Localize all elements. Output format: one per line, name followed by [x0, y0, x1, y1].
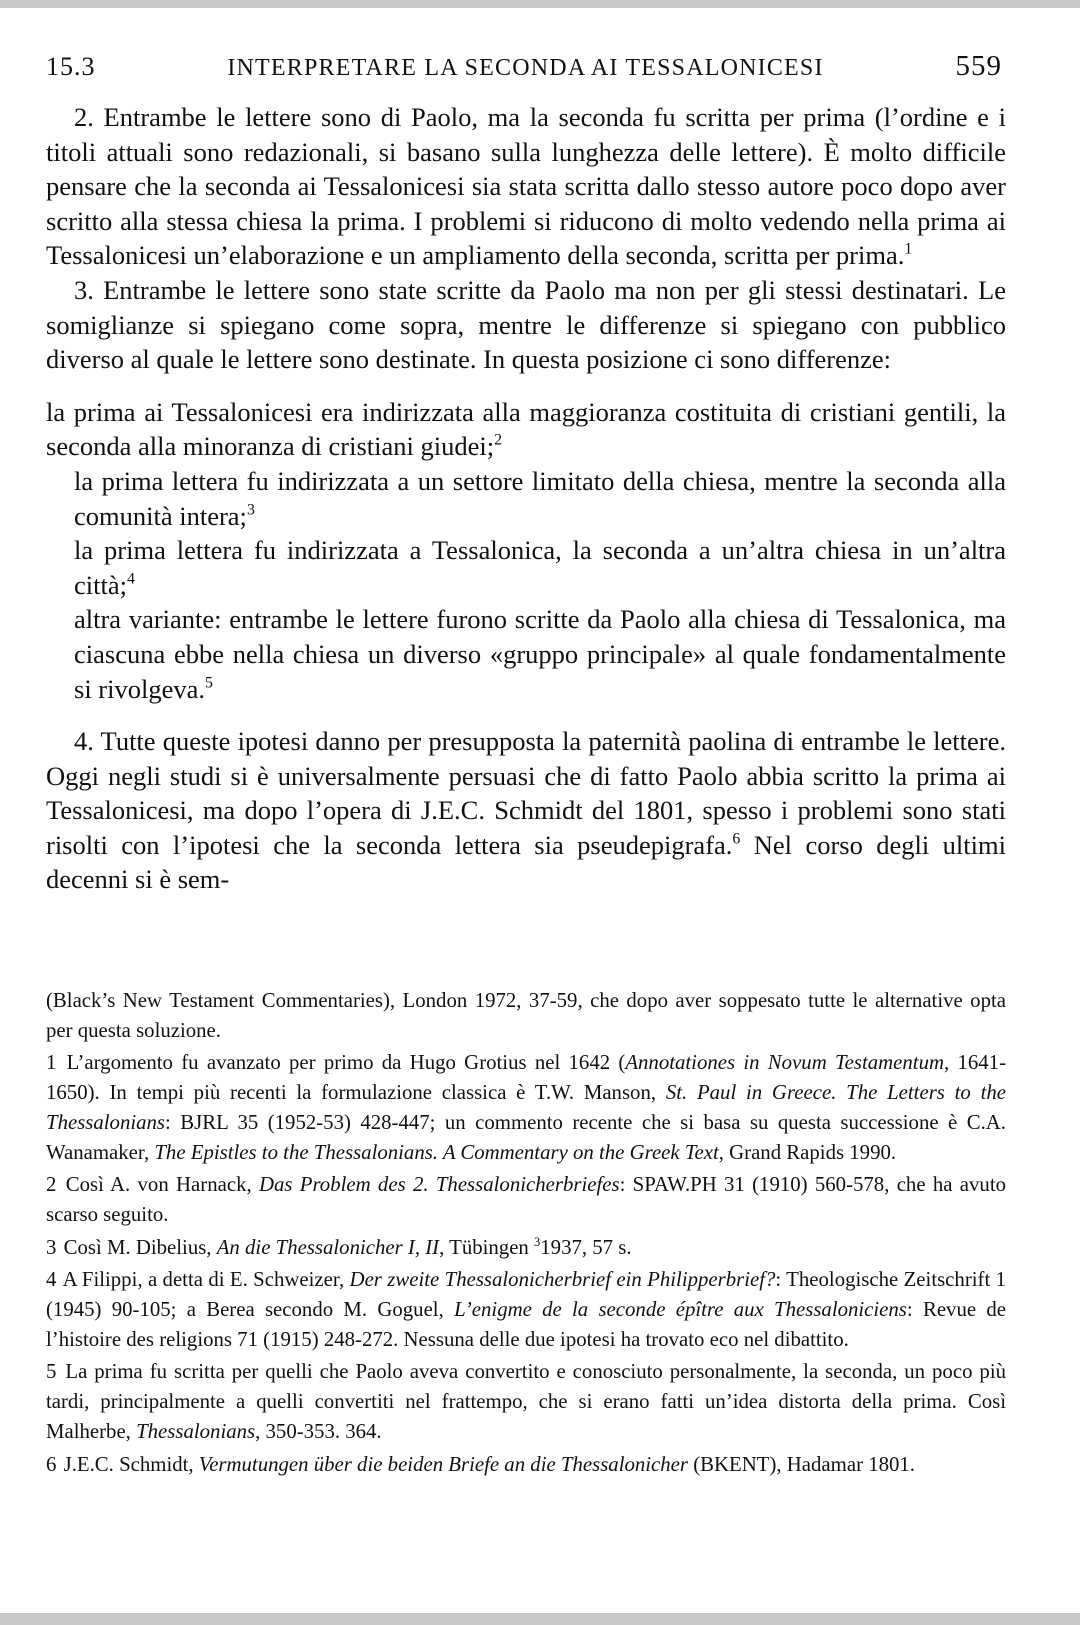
footnote-4: 4 A Filippi, a detta di E. Schweizer, Der zweite Thessalonicherbrief ein Philipperbrief?: Theologische Zeitschrift 1 (1945) 90-105; a Berea secondo M. Goguel, L’enigme de la seconde épître aux Thessaloniciens: Revue de l’histoire des religions 71 (1915) 248-272. Nessuna delle due ipotesi ha trovato eco nel dibattito. [46, 1268, 1006, 1351]
footnote-ref-4: 4 [126, 570, 135, 588]
list-item: la prima lettera fu indirizzata a Tessalonica, la seconda a un’altra chiesa in un’altra città;$^4$ [74, 535, 1006, 600]
paragraph-4: 4. Tutte queste ipotesi danno per presupposta la paternità paolina di entrambe le lettere. Oggi negli studi si è universalmente persuasi che di fatto Paolo abbia scritto la prima ai Tessalonicesi, ma dopo l’opera di J.E.C. Schmidt del 1801, spesso i problemi sono stati risolti con l’ipotesi che la seconda lettera sia pseudepigrafa.$^6$ Nel corso degli ultimi decenni si è sem- [46, 726, 1006, 895]
running-head [46, 50, 1002, 83]
footnotes [46, 986, 1006, 1482]
book-page [0, 8, 1080, 1613]
footnote-1: 1 L’argomento fu avanzato per primo da Hugo Grotius nel 1642 (Annotationes in Novum Testamentum, 1641-1650). In tempi più recenti la formulazione classica è T.W. Manson, St. Paul in Greece. The Letters to the Thessalonians: BJRL 35 (1952-53) 428-447; un commento recente che si basa su questa successione è C.A. Wanamaker, The Epistles to the Thessalonians. A Commentary on the Greek Text, Grand Rapids 1990. [46, 1051, 1006, 1164]
footnote-ref-5: 5 [205, 674, 213, 692]
main-text [46, 100, 1006, 897]
footnote-continuation: (Black’s New Testament Commentaries), London 1972, 37-59, che dopo aver soppesato tutte le alternative opta per questa soluzione. [46, 989, 1006, 1042]
list-item: la prima lettera fu indirizzata a un settore limitato della chiesa, mentre la seconda alla comunità intera;$^3$ [74, 465, 1006, 531]
paragraph-2: 2. Entrambe le lettere sono di Paolo, ma la seconda fu scritta per prima (l’ordine e i titoli attuali sono redazionali, si basano sulla lunghezza delle lettere). È molto difficile pensare che la seconda ai Tessalonicesi sia stata scritta dallo stesso autore poco dopo aver scritto alla stessa chiesa la prima. I problemi si riducono di molto vedendo nella prima ai Tessalonicesi un’elaborazione e un ampliamento della seconda, scritta per prima.$^1$ [46, 102, 1006, 271]
page-number: 559 [955, 50, 1002, 82]
footnote-3: 3 Così M. Dibelius, An die Thessalonicher I, II, Tübingen $^3$1937, 57 s. [46, 1234, 632, 1259]
list-item: altra variante: entrambe le lettere furono scritte da Paolo alla chiesa di Tessalonica, ma ciascuna ebbe nella chiesa un diverso «gruppo principale» al quale fondamentalmente si rivolgeva.$^5$ [74, 604, 1006, 704]
running-title: INTERPRETARE LA SECONDA AI TESSALONICESI [227, 55, 824, 81]
section-number: 15.3 [46, 52, 96, 81]
list-item: la prima ai Tessalonicesi era indirizzata alla maggioranza costituita di cristiani gentili, la seconda alla minoranza di cristiani giudei;$^2$ [46, 396, 1006, 462]
footnote-ref-6: 6 [732, 830, 741, 848]
footnote-ref-1: 1 [904, 241, 913, 259]
footnote-2: 2 Così A. von Harnack, Das Problem des 2. Thessalonicherbriefes: SPAW.PH 31 (1910) 560-578, che ha avuto scarso seguito. [46, 1173, 1006, 1226]
footnote-ref-3: 3 [246, 501, 255, 519]
footnote-5: 5 La prima fu scritta per quelli che Paolo aveva convertito e conosciuto personalmente, la seconda, un poco più tardi, principalmente a quelli convertiti nel frattempo, che si erano fatti un’idea distorta della prima. Così Malherbe, Thessalonians, 350-353. 364. [46, 1360, 1006, 1443]
footnote-ref-2: 2 [494, 432, 503, 450]
paragraph-3: 3. Entrambe le lettere sono state scritte da Paolo ma non per gli stessi destinatari. Le somiglianze si spiegano come sopra, mentre le differenze si spiegano con pubblico diverso al quale le lettere sono destinate. In questa posizione ci sono differenze: [46, 274, 1006, 375]
footnote-6: 6 J.E.C. Schmidt, Vermutungen über die beiden Briefe an die Thessalonicher (BKENT), Hadamar 1801. [46, 1452, 915, 1476]
